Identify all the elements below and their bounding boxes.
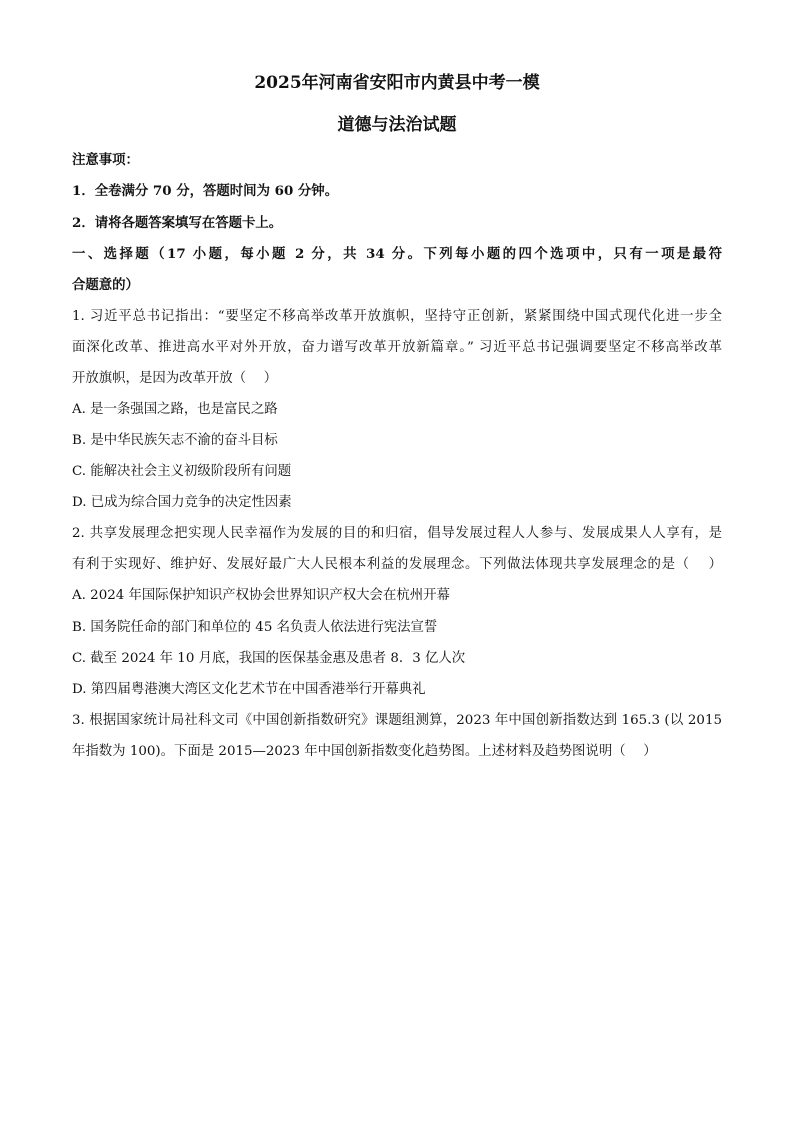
section-heading-line-2: 合题意的） <box>72 277 139 293</box>
exam-subject: 道德与法治试题 <box>337 115 457 135</box>
question-2-option-a: A. 2024 年国际保护知识产权协会世界知识产权大会在杭州开幕 <box>72 588 450 603</box>
question-1-option-c: C. 能解决社会主义初级阶段所有问题 <box>72 464 292 479</box>
notice-item-1: 1．全卷满分 70 分，答题时间为 60 分钟。 <box>72 183 339 199</box>
question-2-option-c: C. 截至 2024 年 10 月底，我国的医保基金惠及患者 8．3 亿人次 <box>72 651 466 666</box>
question-1-option-d: D. 已成为综合国力竞争的决定性因素 <box>72 495 292 510</box>
question-1-stem-line-1: 1. 习近平总书记指出：“要坚定不移高举改革开放旗帜，坚持守正创新，紧紧围绕中国式现代化进一步全 <box>72 309 722 324</box>
question-1-option-b: B. 是中华民族矢志不渝的奋斗目标 <box>72 433 278 448</box>
question-3-stem-line-2: 年指数为 100)。下面是 2015—2023 年中国创新指数变化趋势图。上述材料及趋势图说明（ ） <box>72 744 657 759</box>
question-2-option-b: B. 国务院任命的部门和单位的 45 名负责人依法进行宪法宣誓 <box>72 620 438 635</box>
question-1-stem-line-3: 开放旗帜，是因为改革开放（ ） <box>72 371 278 386</box>
question-3-stem-line-1: 3. 根据国家统计局社科文司《中国创新指数研究》课题组测算，2023 年中国创新指数达到 165.3 (以 2015 <box>72 713 722 728</box>
notice-item-2: 2．请将各题答案填写在答题卡上。 <box>72 215 283 231</box>
exam-title: 2025年河南省安阳市内黄县中考一模 <box>254 73 540 93</box>
question-2-stem-line-2: 有利于实现好、维护好、发展好最广大人民根本利益的发展理念。下列做法体现共享发展理念的是（ ） <box>72 557 722 572</box>
question-1-option-a: A. 是一条强国之路，也是富民之路 <box>72 402 278 417</box>
question-1-stem-line-2: 面深化改革、推进高水平对外开放，奋力谱写改革开放新篇章。” 习近平总书记强调要坚定不移高举改革 <box>72 340 722 355</box>
notice-heading: 注意事项： <box>72 152 139 168</box>
section-heading-line-1: 一、选择题（17 小题，每小题 2 分，共 34 分。下列每小题的四个选项中，只有一项是最符 <box>72 246 722 262</box>
question-2-option-d: D. 第四届粤港澳大湾区文化艺术节在中国香港举行开幕典礼 <box>72 682 426 697</box>
question-2-stem-line-1: 2. 共享发展理念把实现人民幸福作为发展的目的和归宿，倡导发展过程人人参与、发展成果人人享有，是 <box>72 526 722 541</box>
